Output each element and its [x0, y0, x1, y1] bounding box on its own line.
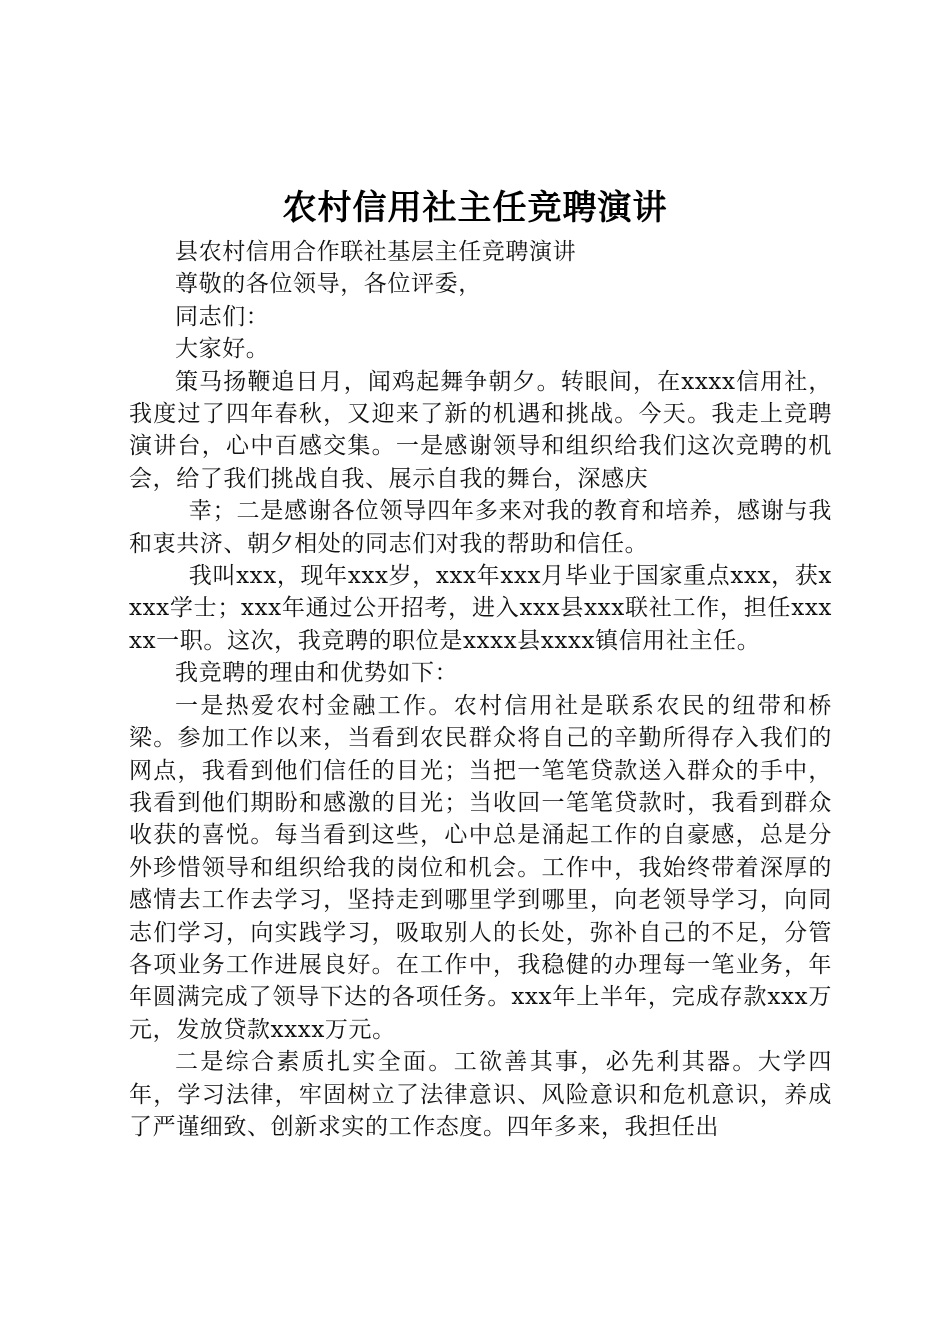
paragraph-comrades: 同志们： [175, 303, 270, 330]
paragraph-reason-one: 一是热爱农村金融工作。农村信用社是联系农民的纽带和桥梁。参加工作以来，当看到农民群众将自己的辛勤所得存入我们的网点，我看到他们信任的目光；当把一笔笔贷款送入群众的手中，我看到他们期盼和感激的目光；当收回一笔笔贷款时，我看到群众收获的喜悦。每当看到这些，心中总是涌起工作的自豪感，总是分外珍惜领导和组织给我的岗位和机会。工作中，我始终带着深厚的感情去工作去学习，坚持走到哪里学到哪里，向老领导学习，向同志们学习，向实践学习，吸取别人的长处，弥补自己的不足，分管各项业务工作进展良好。在工作中，我稳健的办理每一笔业务，年年圆满完成了领导下达的各项任务。xxx年上半年，完成存款xxx万元，发放贷款xxxx万元。 [129, 692, 832, 1043]
paragraph-opening: 策马扬鞭追日月，闻鸡起舞争朝夕。转眼间，在xxxx信用社，我度过了四年春秋，又迎来了新的机遇和挑战。今天。我走上竞聘演讲台，心中百感交集。一是感谢领导和组织给我们这次竞聘的机会，给了我们挑战自我、展示自我的舞台，深感庆 [129, 368, 832, 492]
paragraph-reason-two: 二是综合素质扎实全面。工欲善其事，必先利其器。大学四年，学习法律，牢固树立了法律意识、风险意识和危机意识，养成了严谨细致、创新求实的工作态度。四年多来，我担任出 [129, 1049, 832, 1140]
paragraph-subtitle: 县农村信用合作联社基层主任竞聘演讲 [175, 239, 577, 265]
paragraph-reasons-heading: 我竞聘的理由和优势如下： [175, 660, 459, 687]
paragraph-thanks: 幸；二是感谢各位领导四年多来对我的教育和培养，感谢与我和衷共济、朝夕相处的同志们对我的帮助和信任。 [129, 498, 832, 557]
paragraph-self-intro: 我叫xxx，现年xxx岁，xxx年xxx月毕业于国家重点xxx，获xxxx学士；xxx年通过公开招考，进入xxx县xxx联社工作，担任xxxxx一职。这次，我竞聘的职位是xxxx县xxxx镇信用社主任。 [129, 563, 832, 654]
paragraph-salutation: 尊敬的各位领导，各位评委， [175, 271, 482, 298]
document-title: 农村信用社主任竞聘演讲 [282, 188, 668, 228]
document-body [129, 236, 832, 1143]
paragraph-greeting: 大家好。 [175, 336, 270, 363]
